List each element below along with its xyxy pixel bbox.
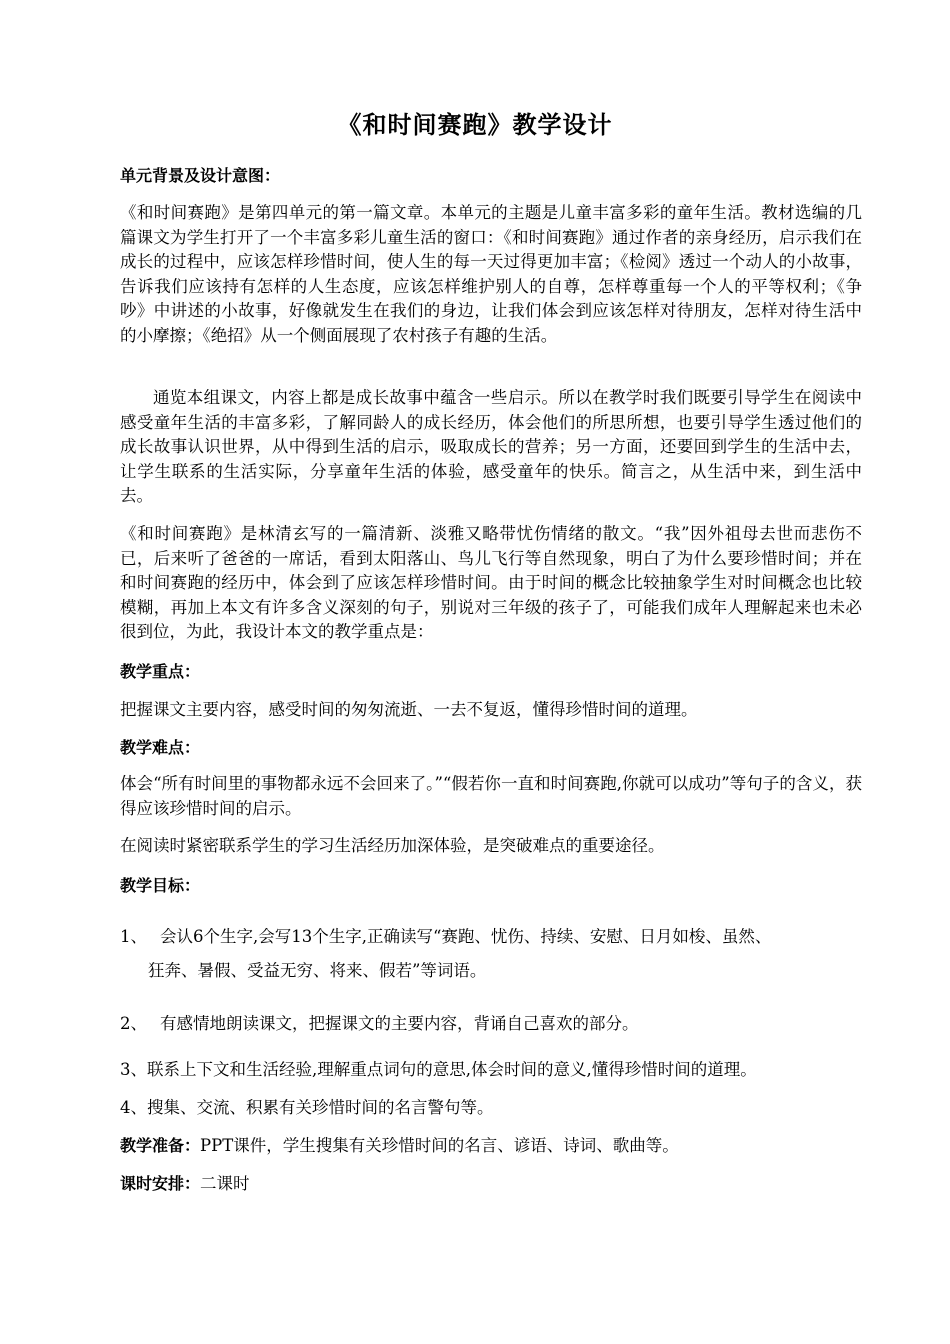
goals-heading: 教学目标： [120, 876, 201, 895]
schedule-label: 课时安排： [120, 1174, 201, 1193]
goal-text-continued: 狂奔、暑假、受益无穷、将来、假若”等词语。 [148, 961, 487, 980]
paragraph-lesson-intro [120, 522, 862, 645]
preparation-label: 教学准备： [120, 1136, 201, 1155]
goal-number: 1、 [120, 927, 147, 946]
key-points-text: 把握课文主要内容，感受时间的匆匆流逝、一去不复返，懂得珍惜时间的道理。 [120, 700, 698, 719]
document-title: 《和时间赛跑》教学设计 [337, 111, 613, 139]
difficulties-text-2: 在阅读时紧密联系学生的学习生活经历加深体验，是突破难点的重要途径。 [120, 836, 665, 855]
paragraph-text: 《和时间赛跑》是第四单元的第一篇文章。本单元的主题是儿童丰富多彩的童年生活。教材选编的几篇课文为学生打开了一个丰富多彩儿童生活的窗口：《和时间赛跑》通过作者的亲身经历，启示我们在成长的过程中，应该怎样珍惜时间，使人生的每一天过得更加丰富；《检阅》透过一个动人的小故事，告诉我们应该持有怎样的人生态度，应该怎样维护别人的自尊，怎样尊重每一个人的平等权利；《争吵》中讲述的小故事，好像就发生在我们的身边，让我们体会到应该怎样对待朋友，怎样对待生活中的小摩擦；《绝招》从一个侧面展现了农村孩子有趣的生活。 [120, 203, 862, 345]
goal-item-1 [120, 920, 862, 988]
goal-number: 2、 [120, 1014, 147, 1033]
goal-item-2 [120, 1007, 862, 1041]
goal-item-4: 4、搜集、交流、积累有关珍惜时间的名言警句等。 [120, 1098, 494, 1117]
schedule-text: 二课时 [200, 1174, 250, 1193]
background-heading: 单元背景及设计意图： [120, 166, 281, 185]
schedule-line [120, 1167, 862, 1201]
paragraph-text: 通览本组课文，内容上都是成长故事中蕴含一些启示。所以在教学时我们既要引导学生在阅读中感受童年生活的丰富多彩，了解同龄人的成长经历，体会他们的所思所想，也要引导学生透过他们的成长故事认识世界，从中得到生活的启示，吸取成长的营养；另一方面，还要回到学生的生活中去，让学生联系的生活实际，分享童年生活的体验，感受童年的快乐。简言之，从生活中来，到生活中去。 [120, 388, 862, 506]
goal-item-3: 3、联系上下文和生活经验,理解重点词句的意思,体会时间的意义,懂得珍惜时间的道理。 [120, 1060, 757, 1079]
goal-text: 会认6个生字,会写13个生字,正确读写“赛跑、忧伤、持续、安慰、日月如梭、虽然、 [160, 927, 772, 946]
key-points-heading: 教学重点： [120, 662, 201, 681]
difficulties-heading: 教学难点： [120, 738, 201, 757]
preparation-line [120, 1129, 862, 1163]
goal-text: 有感情地朗读课文，把握课文的主要内容，背诵自己喜欢的部分。 [160, 1014, 639, 1033]
paragraph-unit-background [120, 201, 862, 349]
paragraph-text: 《和时间赛跑》是林清玄写的一篇清新、淡雅又略带忧伤情绪的散文。“我”因外祖母去世而悲伤不已，后来听了爸爸的一席话，看到太阳落山、鸟儿飞行等自然现象，明白了为什么要珍惜时间；并在和时间赛跑的经历中，体会到了应该怎样珍惜时间。由于时间的概念比较抽象学生对时间概念也比较模糊，再加上本文有许多含义深刻的句子，别说对三年级的孩子了，可能我们成年人理解起来也未必很到位，为此，我设计本文的教学重点是： [120, 524, 862, 642]
paragraph-overview [120, 386, 862, 509]
difficulties-text-1: 体会“所有时间里的事物都永远不会回来了。”“假若你一直和时间赛跑,你就可以成功”等句子的含义，获得应该珍惜时间的启示。 [120, 774, 862, 818]
preparation-text: PPT课件，学生搜集有关珍惜时间的名言、谚语、诗词、歌曲等。 [200, 1136, 679, 1155]
